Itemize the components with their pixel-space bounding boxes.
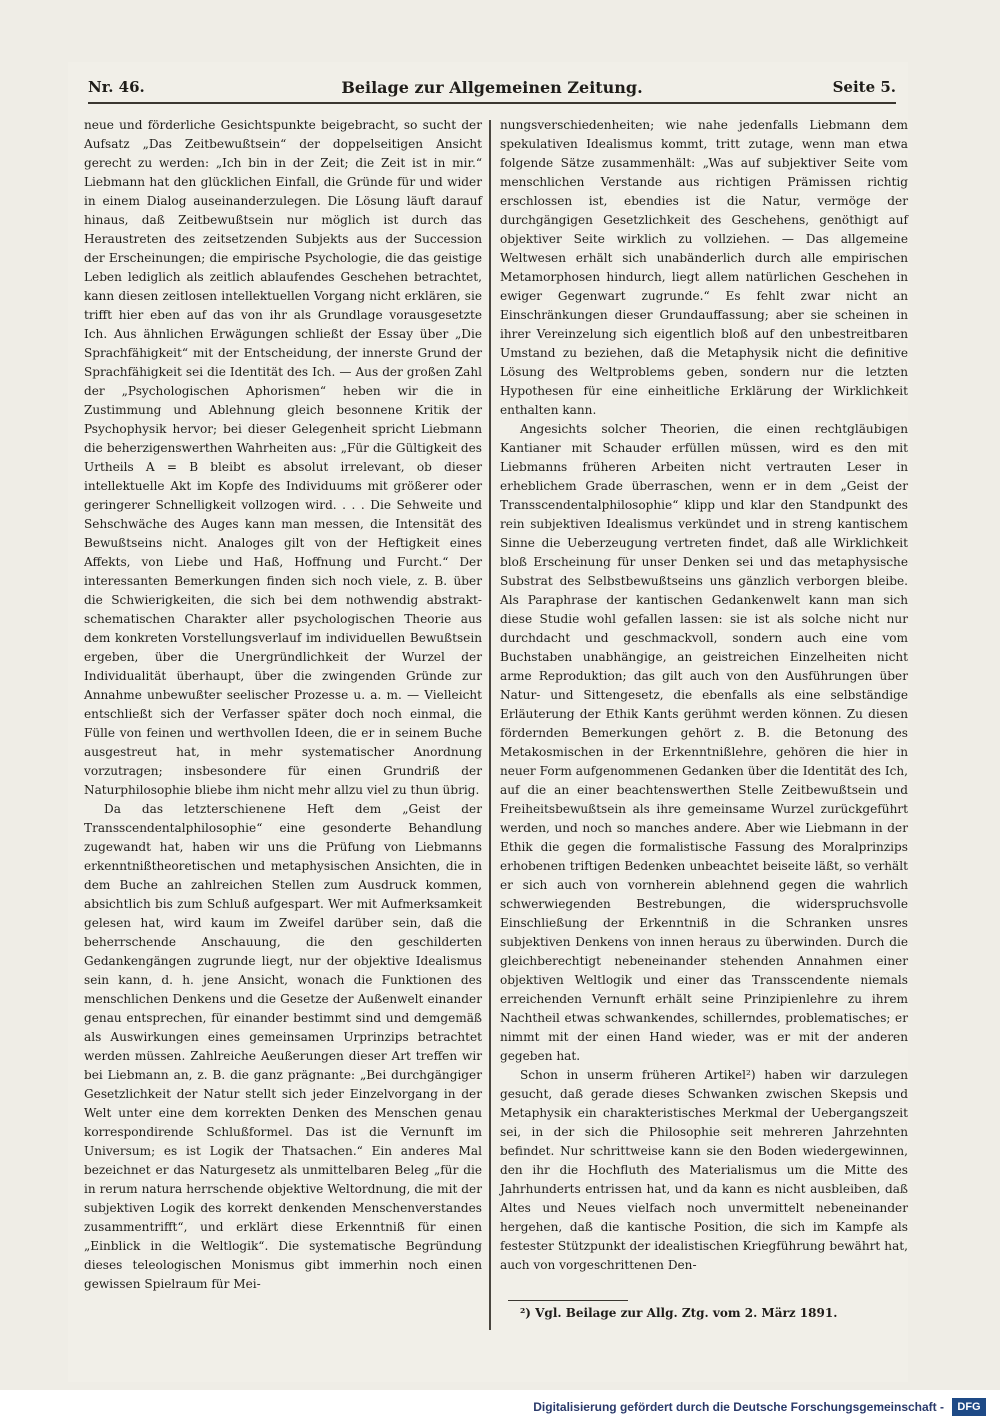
digitization-footer	[0, 1390, 1000, 1426]
left-paragraph-1: neue und förderliche Gesichtspunkte beigebracht, so sucht der Aufsatz „Das Zeitbewußtsein“ der doppelseitigen Ansicht gerecht zu werden: „Ich bin in der Zeit; die Zeit ist in mir.“ Liebmann hat den glücklichen Einfall, die Gründe für und wider in einem Dialog auseinanderzulegen. Die Lösung läuft darauf hinaus, daß Zeitbewußtsein nur möglich ist durch das Heraustreten des zeitsetzenden Subjekts aus der Succession der Erscheinungen; die empirische Psychologie, die das geistige Leben lediglich als zeitlich ablaufendes Geschehen betrachtet, kann diesen zeitlosen intellektuellen Vorgang nicht erklären, sie trifft hier eben auf das von ihr als Grundlage vorausgesetzte Ich. Aus ähnlichen Erwägungen schließt der Essay über „Die Sprachfähigkeit“ mit der Entscheidung, der innerste Grund der Sprachfähigkeit sei die Identität des Ich. — Aus der großen Zahl der „Psychologischen Aphorismen“ heben wir die in Zustimmung und Ablehnung gleich besonnene Kritik der Psychophysik hervor; bei dieser Gelegenheit spricht Liebmann die beherzigenswerthen Wahrheiten aus: „Für die Gültigkeit des Urtheils A = B bleibt es absolut irrelevant, ob dieser intellektuelle Akt im Kopfe des Individuums mit größerer oder geringerer Schnelligkeit vollzogen wird. . . . Die Sehweite und Sehschwäche des Auges kann man messen, die Intensität des Bewußtseins nicht. Analoges gilt von der Heftigkeit eines Affekts, von Liebe und Haß, Hoffnung und Furcht.“ Der interessanten Bemerkungen finden sich noch viele, z. B. über die Schwierigkeiten, die sich bei dem nothwendig abstrakt-schematischen Charakter aller psychologischen Theorie aus dem konkreten Vorstellungsverlauf im individuellen Bewußtsein ergeben, über die Unergründlichkeit der Wurzel der Individualität überhaupt, über die zwingenden Gründe zur Annahme unbewußter seelischer Prozesse u. a. m. — Vielleicht entschließt sich der Verfasser später doch noch einmal, die Fülle von feinen und werthvollen Ideen, die er in seinem Buche ausgestreut hat, in mehr systematischer Anordnung vorzutragen; insbesondere für einen Grundriß der Naturphilosophie bliebe ihm nicht mehr allzu viel zu thun übrig.	[84, 118, 482, 797]
left-column	[84, 116, 482, 1294]
right-paragraph-3: Schon in unserm früheren Artikel²) haben wir darzulegen gesucht, daß gerade dieses Schwanken zwischen Skepsis und Metaphysik ein charakteristisches Merkmal der Uebergangszeit sei, in der sich die Philosophie seit mehreren Jahrzehnten befindet. Nur schrittweise kann sie den Boden wiedergewinnen, den ihr die Hochfluth des Materialismus um die Mitte des Jahrhunderts entrissen hat, und da kann es nicht ausbleiben, daß Altes und Neues vielfach noch unvermittelt nebeneinander hergehen, daß die kantische Position, die sich im Kampfe als festester Stützpunkt der idealistischen Kriegführung bewährt hat, auch von vorgeschrittenen Den-	[500, 1068, 908, 1272]
dfg-logo: DFG	[952, 1398, 986, 1416]
publication-title: Beilage zur Allgemeinen Zeitung.	[341, 78, 643, 97]
footnote: ²) Vgl. Beilage zur Allg. Ztg. vom 2. März 1891.	[520, 1306, 838, 1320]
page-number: Seite 5.	[832, 78, 896, 96]
left-paragraph-2: Da das letzterschienene Heft dem „Geist der Transscendentalphilosophie“ eine gesonderte Behandlung zugewandt hat, haben wir uns die Prüfung von Liebmanns erkenntnißtheoretischen und metaphysischen Ansichten, die in dem Buche an zahlreichen Stellen zum Ausdruck kommen, absichtlich bis zum Schluß aufgespart. Wer mit Aufmerksamkeit gelesen hat, wird kaum im Zweifel darüber sein, daß die beherrschende Anschauung, die den geschilderten Gedankengängen zugrunde liegt, nur der objektive Idealismus sein kann, d. h. jene Ansicht, wonach die Funktionen des menschlichen Denkens und die Gesetze der Außenwelt einander genau entsprechen, für einander bestimmt sind und demgemäß als Auswirkungen eines gemeinsamen Urprinzips betrachtet werden müssen. Zahlreiche Aeußerungen dieser Art treffen wir bei Liebmann an, z. B. die ganz prägnante: „Bei durchgängiger Gesetzlichkeit der Natur stellt sich jeder Einzelvorgang in der Welt unter eine dem korrekten Denken des Menschen genau korrespondirende Schlußformel. Das ist die Vernunft im Universum; es ist Logik der Thatsachen.“ Ein anderes Mal bezeichnet er das Naturgesetz als unmittelbaren Beleg „für die in rerum natura herrschende objektive Weltordnung, die mit der subjektiven Logik des korrekt denkenden Menschenverstandes zusammentrifft“, und erklärt diese Erkenntniß für einen „Einblick in die Weltlogik“. Die systematische Begründung dieses teleologischen Monismus gibt immerhin noch einen gewissen Spielraum für Mei-	[84, 802, 482, 1291]
footer-text: Digitalisierung gefördert durch die Deutsche Forschungsgemeinschaft -	[533, 1400, 944, 1414]
footnote-rule	[508, 1300, 628, 1301]
right-paragraph-2: Angesichts solcher Theorien, die einen rechtgläubigen Kantianer mit Schauder erfüllen müssen, wird es den mit Liebmanns früheren Arbeiten nicht vertrauten Leser in erheblichem Grade überraschen, wenn er in dem „Geist der Transscendentalphilosophie“ klipp und klar den Standpunkt des rein subjektiven Idealismus verkündet und in streng kantischem Sinne die Ueberzeugung vertreten findet, daß alle Wirklichkeit bloß Erscheinung für unser Denken sei und das metaphysische Substrat des Selbstbewußtseins uns gänzlich verborgen bleibe. Als Paraphrase der kantischen Gedankenwelt kann man sich diese Studie wohl gefallen lassen: sie ist als solche nicht nur durchdacht und geschmackvoll, sondern auch eine vom Buchstaben unabhängige, an geistreichen Einzelheiten nicht arme Reproduktion; das gilt auch von den Ausführungen über Natur- und Sittengesetz, die ebenfalls als eine selbständige Erläuterung der Ethik Kants gerühmt werden können. Zu diesen fördernden Bemerkungen gehört z. B. die Betonung des Metakosmischen in der Erkenntnißlehre, gehören die hier in neuer Form aufgenommenen Gedanken über die Identität des Ich, auf die an einer beachtenswerthen Stelle Zeitbewußtsein und Freiheitsbewußtsein als ihre gemeinsame Wurzel zurückgeführt werden, und noch so manches andere. Aber wie Liebmann in der Ethik die gegen die formalistische Fassung des Moralprinzips erhobenen triftigen Bedenken unbeachtet beiseite läßt, so verhält er sich auch von vornherein ablehnend gegen die wahrlich schwerwiegenden Bestrebungen, die widerspruchsvolle Einschließung der Erkenntniß in die Schranken unsres subjektiven Denkens von innen heraus zu überwinden. Durch die gleichberechtigt nebeneinander stehenden Annahmen einer objektiven Weltlogik und einer das Transscendente niemals erreichenden Vernunft erhält seine Prinzipienlehre zu ihrem Nachtheil etwas schwankendes, schillerndes, problematisches; er nimmt mit der einen Hand wieder, was er mit der anderen gegeben hat.	[500, 422, 908, 1063]
page-header	[88, 76, 896, 104]
right-paragraph-1: nungsverschiedenheiten; wie nahe jedenfalls Liebmann dem spekulativen Idealismus kommt, tritt zutage, wenn man etwa folgende Sätze zusammenhält: „Was auf subjektiver Seite vom menschlichen Verstande aus richtigen Prämissen richtig erschlossen ist, ebendies ist die Natur, vermöge der durchgängigen Gesetzlichkeit des Geschehens, genöthigt auf objektiver Seite wirklich zu vollziehen. — Das allgemeine Weltwesen erhält sich unabänderlich durch alle empirischen Metamorphosen hindurch, liegt allem natürlichen Geschehen in ewiger Gegenwart zugrunde.“ Es fehlt zwar nicht an Einschränkungen dieser Grundauffassung; aber sie scheinen in ihrer Vereinzelung sich eigentlich bloß auf den unbestreitbaren Umstand zu beziehen, daß die Metaphysik nicht die definitive Lösung des Weltproblems geben, sondern nur die letzten Hypothesen für eine einheitliche Erklärung der Wirklichkeit enthalten kann.	[500, 118, 908, 417]
header-rule	[88, 102, 896, 104]
column-divider	[489, 120, 491, 1330]
newspaper-page	[68, 62, 908, 1382]
right-column	[500, 116, 908, 1275]
issue-number: Nr. 46.	[88, 78, 145, 96]
